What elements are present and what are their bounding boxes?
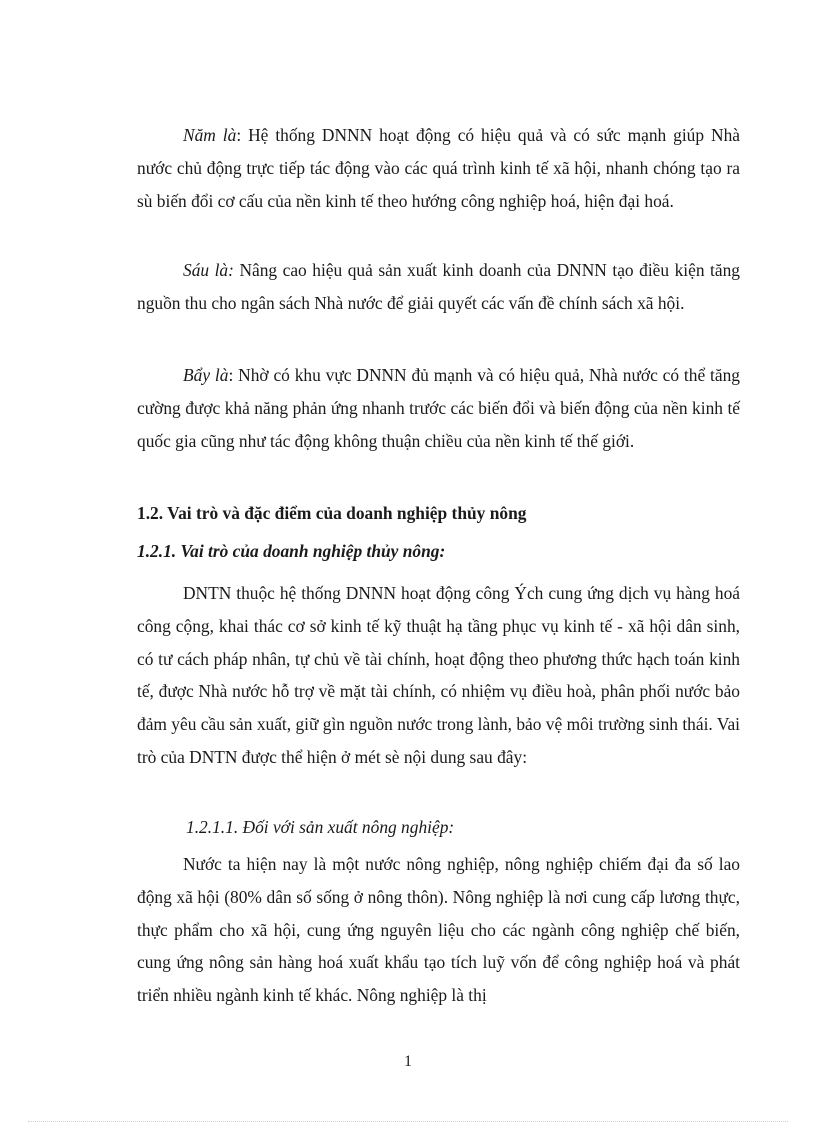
paragraph-text: DNTN thuộc hệ thống DNNN hoạt động công Ých cung ứng dịch vụ hàng hoá công cộng, khai thác cơ sở kinh tế kỹ thuật hạ tầng phục vụ kinh tế - xã hội dân sinh, có tư cách pháp nhân, tự chủ về tài chính, hoạt động theo phương thức hạch toán kinh tế, được Nhà nước hỗ trợ về mặt tài chính, có nhiệm vụ điều hoà, phân phối nước bảo đảm yêu cầu sản xuất, giữ gìn nguồn nước trong lành, bảo vệ môi trường sinh thái. Vai trò của DNTN được thể hiện ở mét sè nội dung sau đây: xyxy=(137,583,740,767)
paragraph-dntn-role xyxy=(137,577,740,774)
paragraph-lead: Năm là xyxy=(183,125,237,145)
subsubsection-heading: 1.2.1.1. Đối với sản xuất nông nghiệp: xyxy=(186,817,455,837)
paragraph-agriculture xyxy=(137,848,740,1012)
paragraph-text: Nước ta hiện nay là một nước nông nghiệp, nông nghiệp chiếm đại đa số lao động xã hội (80% dân số sống ở nông thôn). Nông nghiệp là nơi cung cấp lương thực, thực phẩm cho xã hội, cung ứng nguyên liệu cho các ngành công nghiệp chế biến, cung ứng nông sản hàng hoá xuất khẩu tạo tích luỹ vốn để công nghiệp hoá và phát triển nhiều ngành kinh tế khác. Nông nghiệp là thị xyxy=(137,854,740,1006)
paragraph-lead: Sáu là: xyxy=(183,260,234,280)
paragraph-bay-la xyxy=(137,359,740,457)
page-number: 1 xyxy=(404,1053,412,1070)
paragraph-sau-la xyxy=(137,254,740,320)
paragraph-lead: Bẩy là xyxy=(183,365,229,385)
paragraph-text: : Hệ thống DNNN hoạt động có hiệu quả và có sức mạnh giúp Nhà nước chủ động trực tiếp tác động vào các quá trình kinh tế xã hội, nhanh chóng tạo ra sù biến đổi cơ cấu của nền kinh tế theo hướng công nghiệp hoá, hiện đại hoá. xyxy=(137,125,740,211)
page-edge-divider xyxy=(28,1121,788,1122)
paragraph-text: : Nhờ có khu vực DNNN đủ mạnh và có hiệu quả, Nhà nước có thể tăng cường được khả năng phản ứng nhanh trước các biến đổi và biến động của nền kinh tế quốc gia cũng như tác động không thuận chiều của nền kinh tế thế giới. xyxy=(137,365,740,451)
paragraph-nam-la xyxy=(137,119,740,217)
paragraph-text: Nâng cao hiệu quả sản xuất kinh doanh của DNNN tạo điều kiện tăng nguồn thu cho ngân sách Nhà nước để giải quyết các vấn đề chính sách xã hội. xyxy=(137,260,740,313)
section-heading: 1.2. Vai trò và đặc điểm của doanh nghiệp thủy nông xyxy=(137,503,527,523)
subsection-heading: 1.2.1. Vai trò của doanh nghiệp thủy nông: xyxy=(137,541,446,561)
